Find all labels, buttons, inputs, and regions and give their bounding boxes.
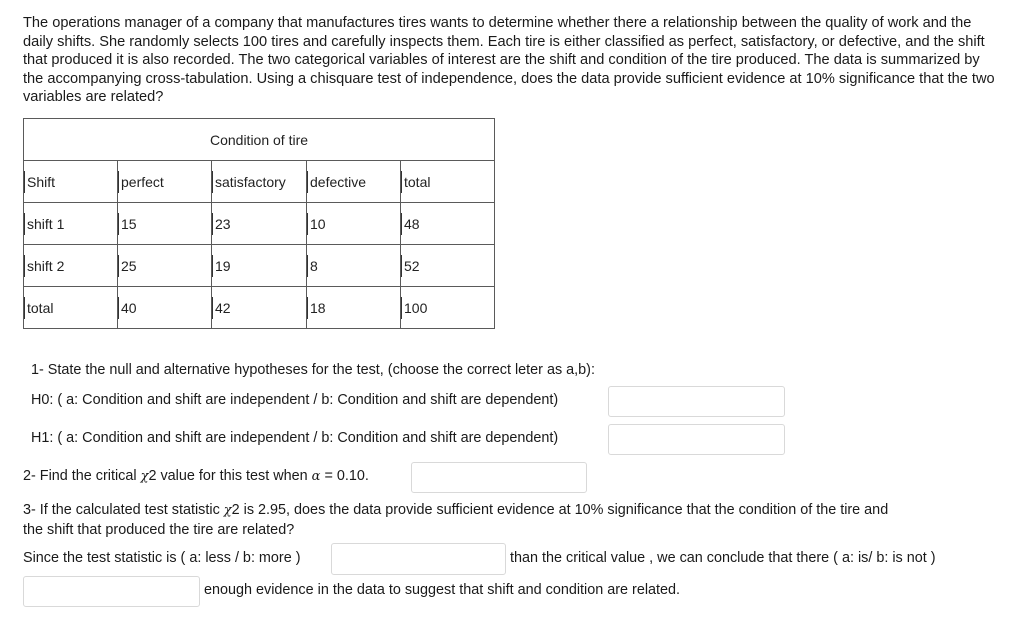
table-cell: 48: [401, 213, 494, 235]
q2-suffix: = 0.10.: [324, 468, 369, 484]
table-cell: shift 2: [24, 255, 117, 277]
table-cell: 19: [212, 255, 306, 277]
table-cell: 23: [212, 213, 306, 235]
table-cell: 10: [307, 213, 400, 235]
table-cell: 15: [118, 213, 211, 235]
q2-prompt: [23, 468, 369, 484]
table-cell: shift 1: [24, 213, 117, 235]
problem-statement: The operations manager of a company that manufactures tires wants to determine whether there a relationship between the quality of work and the daily shifts. She randomly selects 100 tires and carefully inspects them. Each tire is either classified as perfect, satisfactory, or defective, and the shift that produced it is also recorded. The two categorical variables of interest are the shift and condition of the tire produced. The data is summarized by the accompanying cross-tabulation. Using a chisquare test of independence, does the data provide sufficient evidence at 10% significance that the two variables are related?: [23, 15, 995, 105]
q1-h0-text: H0: ( a: Condition and shift are independent / b: Condition and shift are dependent): [31, 392, 559, 408]
table-row: [24, 287, 495, 329]
q3-line1-rest: 2 is 2.95, does the data provide sufficient evidence at 10% significance that the condition of the tire and: [231, 502, 889, 518]
table-cell: 25: [118, 255, 211, 277]
q1-prompt: 1- State the null and alternative hypotheses for the test, (choose the correct leter as a,b):: [31, 362, 595, 378]
table-header-label: Condition of tire: [209, 131, 309, 148]
column-header: total: [401, 171, 494, 193]
h0-answer-input[interactable]: [608, 386, 785, 417]
q3-prefix: 3- If the calculated test statistic: [23, 502, 220, 518]
q3-line2: the shift that produced the tire are related?: [23, 521, 295, 538]
q3-than-text: than the critical value , we can conclude that there ( a: is/ b: is not ): [510, 550, 936, 566]
column-header: perfect: [118, 171, 211, 193]
table-row: [24, 203, 495, 245]
chi-symbol: χ: [223, 503, 232, 518]
table-cell: 100: [401, 297, 494, 319]
h1-answer-input[interactable]: [608, 424, 785, 455]
table-cell: 18: [307, 297, 400, 319]
table-cell: 40: [118, 297, 211, 319]
critical-value-input[interactable]: [411, 462, 587, 493]
q2-mid: 2 value for this test when: [148, 468, 308, 484]
column-header: Shift: [24, 171, 117, 193]
cross-tabulation-table: [23, 118, 495, 329]
q3-since-text: Since the test statistic is ( a: less / b: more ): [23, 550, 301, 566]
less-more-answer-input[interactable]: [331, 543, 506, 575]
table-header: [24, 119, 495, 161]
column-header: defective: [307, 171, 400, 193]
table-column-header-row: [24, 161, 495, 203]
table-cell: 42: [212, 297, 306, 319]
chi-symbol: χ: [140, 469, 149, 484]
q3-prompt: [23, 501, 998, 539]
q1-h1-text: H1: ( a: Condition and shift are independent / b: Condition and shift are dependent): [31, 430, 559, 446]
q2-prefix: 2- Find the critical: [23, 468, 137, 484]
table-cell: 52: [401, 255, 494, 277]
q3-enough-text: enough evidence in the data to suggest that shift and condition are related.: [204, 582, 681, 598]
table-row: [24, 245, 495, 287]
column-header: satisfactory: [212, 171, 306, 193]
alpha-symbol: α: [311, 469, 321, 484]
table-cell: total: [24, 297, 117, 319]
table-cell: 8: [307, 255, 400, 277]
is-isnot-answer-input[interactable]: [23, 576, 200, 607]
